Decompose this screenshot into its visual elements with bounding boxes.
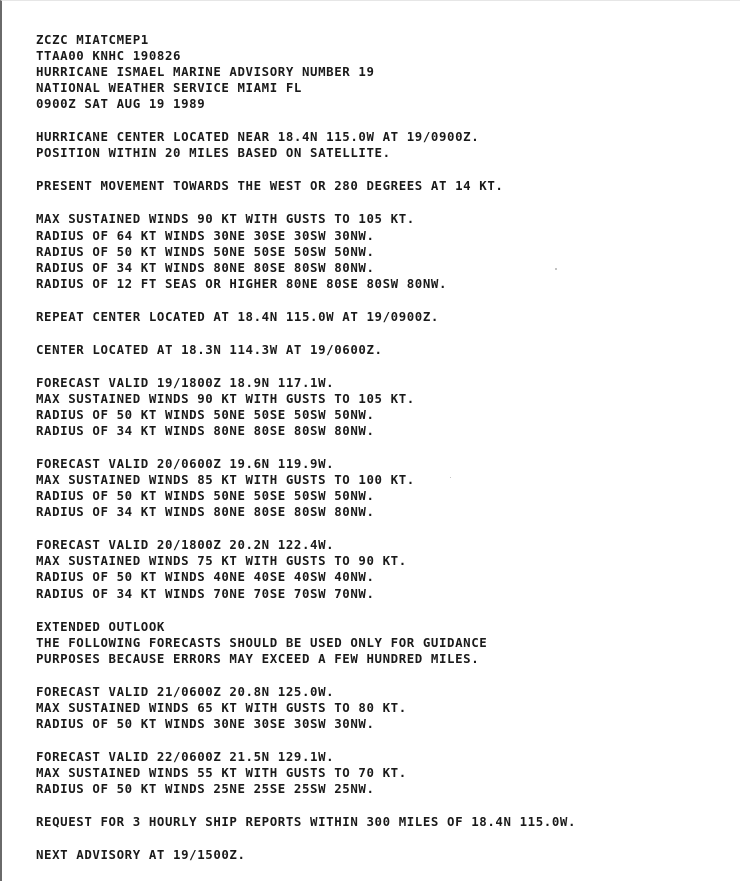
- repeat-center-block: [36, 309, 736, 325]
- text-line: MAX SUSTAINED WINDS 90 KT WITH GUSTS TO 105 KT.: [36, 211, 415, 227]
- next-advisory-block: [36, 847, 736, 863]
- text-line: RADIUS OF 34 KT WINDS 70NE 70SE 70SW 70NW.: [36, 585, 375, 601]
- text-line: RADIUS OF 12 FT SEAS OR HIGHER 80NE 80SE 80SW 80NW.: [36, 275, 448, 291]
- previous-center-block: [36, 342, 736, 358]
- issuing-office: NATIONAL WEATHER SERVICE MIAMI FL: [36, 80, 302, 96]
- text-line: FORECAST VALID 22/0600Z 21.5N 129.1W.: [36, 748, 335, 764]
- forecast-block-5: [36, 749, 736, 797]
- text-line: CENTER LOCATED AT 18.3N 114.3W AT 19/0600Z.: [36, 341, 383, 357]
- movement-block: [36, 178, 736, 194]
- text-line: MAX SUSTAINED WINDS 65 KT WITH GUSTS TO 80 KT.: [36, 699, 407, 715]
- text-line: REQUEST FOR 3 HOURLY SHIP REPORTS WITHIN 300 MILES OF 18.4N 115.0W.: [36, 814, 577, 830]
- text-line: PURPOSES BECAUSE ERRORS MAY EXCEED A FEW HUNDRED MILES.: [36, 650, 480, 666]
- advisory-title: HURRICANE ISMAEL MARINE ADVISORY NUMBER 19: [36, 64, 375, 80]
- text-line: RADIUS OF 50 KT WINDS 50NE 50SE 50SW 50NW.: [36, 406, 375, 422]
- outlook-heading: EXTENDED OUTLOOK: [36, 618, 165, 634]
- winds-block: [36, 211, 736, 291]
- text-line: RADIUS OF 50 KT WINDS 50NE 50SE 50SW 50NW.: [36, 488, 375, 504]
- text-line: RADIUS OF 50 KT WINDS 50NE 50SE 50SW 50NW.: [36, 243, 375, 259]
- text-line: FORECAST VALID 21/0600Z 20.8N 125.0W.: [36, 683, 335, 699]
- text-line: RADIUS OF 34 KT WINDS 80NE 80SE 80SW 80NW.: [36, 504, 375, 520]
- forecast-block-3: [36, 537, 736, 601]
- text-line: MAX SUSTAINED WINDS 55 KT WITH GUSTS TO 70 KT.: [36, 764, 407, 780]
- bulletin-id: ZCZC MIATCMEP1: [36, 32, 149, 47]
- text-line: RADIUS OF 34 KT WINDS 80NE 80SE 80SW 80NW.: [36, 423, 375, 439]
- scan-speck: [450, 477, 451, 478]
- text-line: HURRICANE CENTER LOCATED NEAR 18.4N 115.0W AT 19/0900Z.: [36, 129, 480, 145]
- text-line: NEXT ADVISORY AT 19/1500Z.: [36, 847, 246, 863]
- text-line: PRESENT MOVEMENT TOWARDS THE WEST OR 280 DEGREES AT 14 KT.: [36, 178, 504, 194]
- ship-reports-block: [36, 814, 736, 830]
- text-line: MAX SUSTAINED WINDS 85 KT WITH GUSTS TO 100 KT.: [36, 472, 415, 488]
- text-line: RADIUS OF 34 KT WINDS 80NE 80SE 80SW 80NW.: [36, 259, 375, 275]
- text-line: POSITION WITHIN 20 MILES BASED ON SATELLITE.: [36, 145, 391, 161]
- extended-outlook-block: [36, 619, 736, 667]
- text-line: RADIUS OF 64 KT WINDS 30NE 30SE 30SW 30NW.: [36, 227, 375, 243]
- text-line: RADIUS OF 50 KT WINDS 25NE 25SE 25SW 25NW.: [36, 781, 375, 797]
- wmo-header: TTAA00 KNHC 190826: [36, 48, 182, 64]
- header-block: [36, 32, 736, 112]
- text-line: MAX SUSTAINED WINDS 90 KT WITH GUSTS TO 105 KT.: [36, 390, 415, 406]
- text-line: REPEAT CENTER LOCATED AT 18.4N 115.0W AT 19/0900Z.: [36, 308, 439, 324]
- forecast-block-4: [36, 684, 736, 732]
- text-line: FORECAST VALID 20/1800Z 20.2N 122.4W.: [36, 537, 335, 553]
- text-line: THE FOLLOWING FORECASTS SHOULD BE USED ONLY FOR GUIDANCE: [36, 634, 488, 650]
- text-line: FORECAST VALID 20/0600Z 19.6N 119.9W.: [36, 456, 335, 472]
- advisory-text: [36, 32, 736, 863]
- text-line: RADIUS OF 50 KT WINDS 30NE 30SE 30SW 30NW.: [36, 715, 375, 731]
- issue-time: 0900Z SAT AUG 19 1989: [36, 96, 206, 112]
- text-line: FORECAST VALID 19/1800Z 18.9N 117.1W.: [36, 374, 335, 390]
- forecast-block-2: [36, 456, 736, 520]
- forecast-block-1: [36, 375, 736, 439]
- scan-speck: [555, 268, 557, 270]
- center-block: [36, 129, 736, 161]
- text-line: RADIUS OF 50 KT WINDS 40NE 40SE 40SW 40NW.: [36, 569, 375, 585]
- text-line: MAX SUSTAINED WINDS 75 KT WITH GUSTS TO 90 KT.: [36, 553, 407, 569]
